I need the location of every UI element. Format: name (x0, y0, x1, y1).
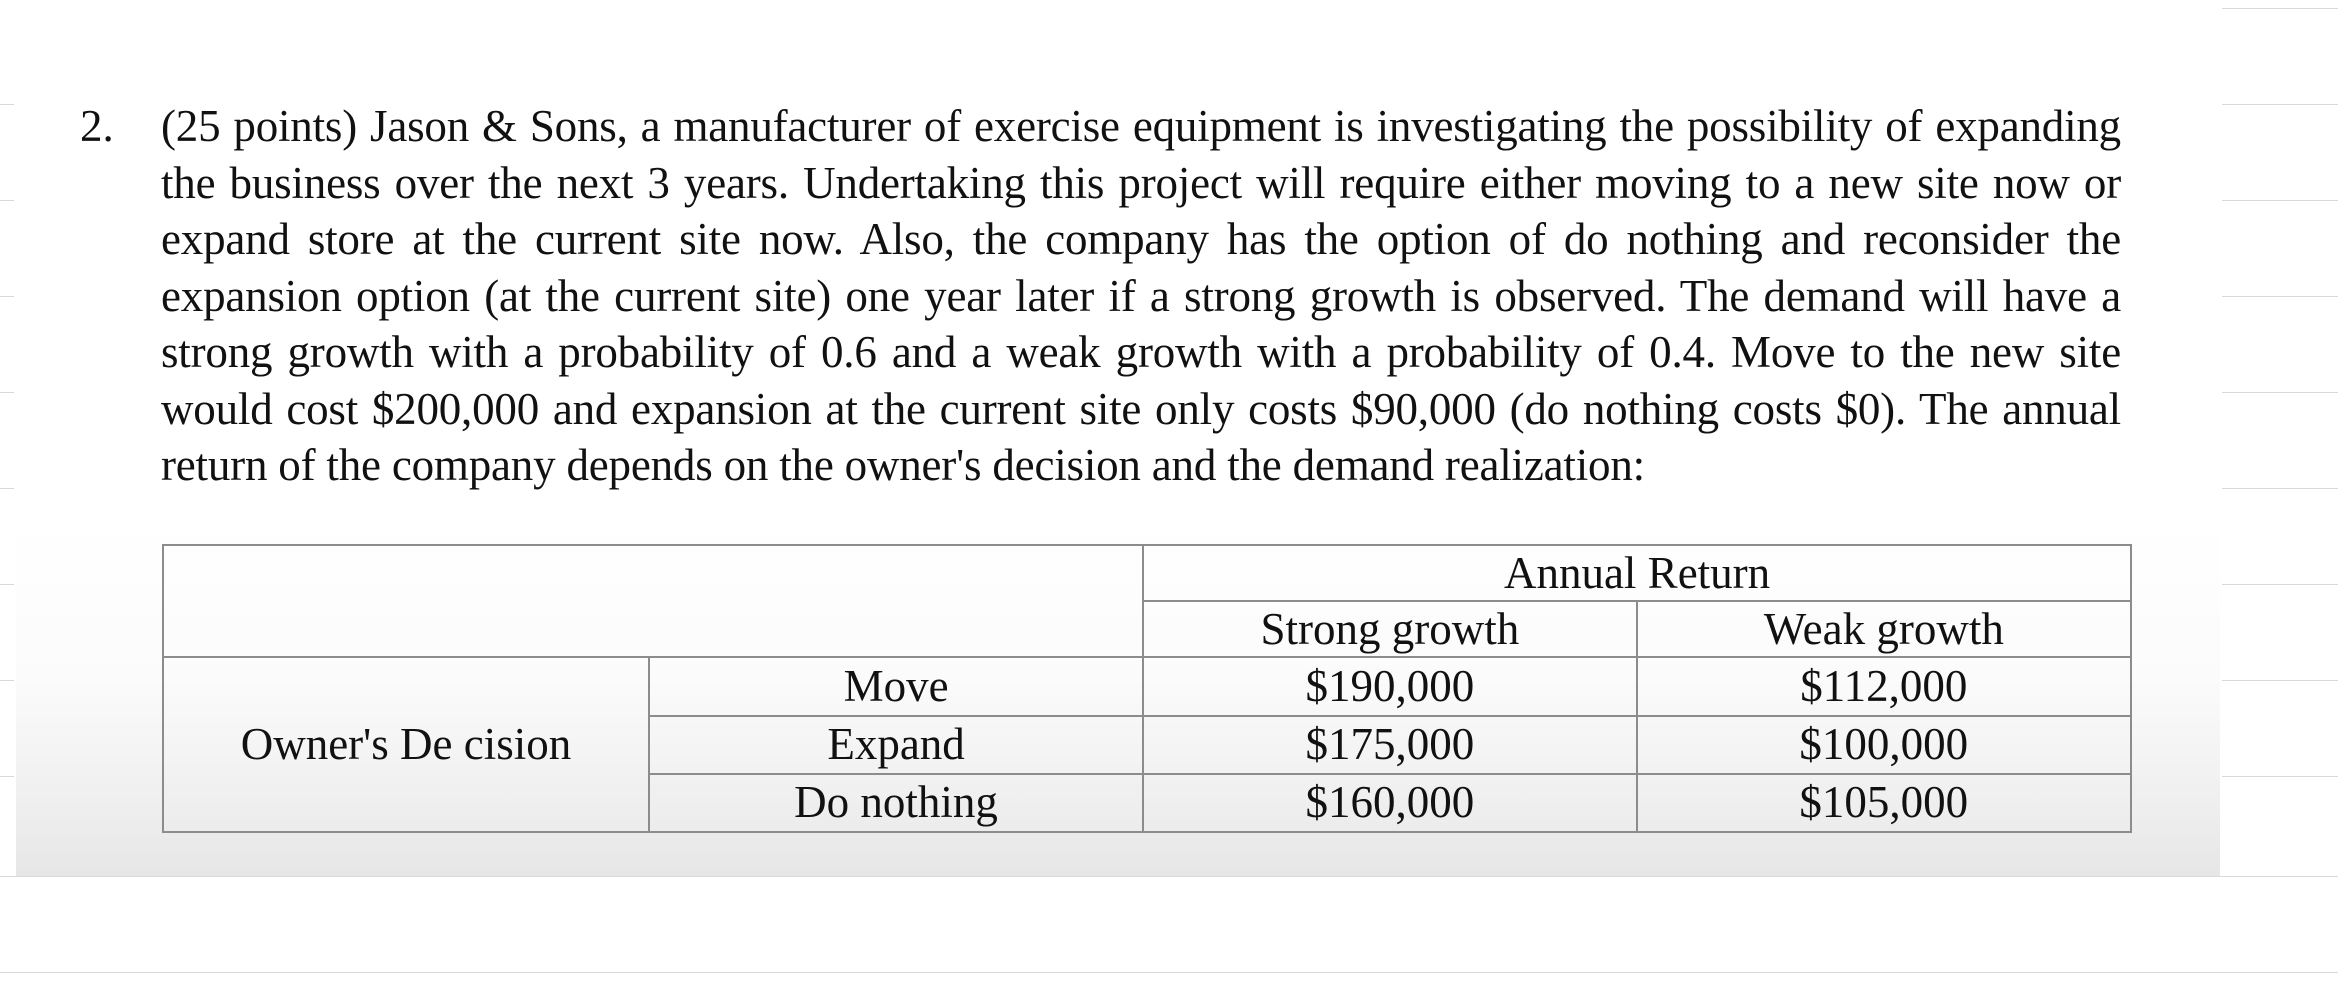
decision-expand: Expand (649, 716, 1143, 774)
rule-line (2222, 296, 2338, 297)
rule-line (2222, 392, 2338, 393)
weak-growth-value: $100,000 (1637, 716, 2131, 774)
weak-growth-value: $105,000 (1637, 774, 2131, 832)
decision-do-nothing: Do nothing (649, 774, 1143, 832)
weak-growth-header: Weak growth (1637, 601, 2131, 657)
annual-return-table (162, 544, 2132, 833)
rule-line (2222, 584, 2338, 585)
rule-line (0, 392, 14, 393)
problem-statement: (25 points) Jason & Sons, a manufacturer of exercise equipment is investigating the possibility of expanding the business over the next 3 years. Undertaking this project will require either moving to a new site now or expand store at the current site now. Also, the company has the option of do nothing and reconsider the expansion option (at the current site) one year later if a strong growth is observed. The demand will have a strong growth with a probability of 0.6 and a weak growth with a probability of 0.4. Move to the new site would cost $200,000 and expansion at the current site only costs $90,000 (do nothing costs $0). The annual return of the company depends on the owner's decision and the demand realization: (161, 101, 2121, 490)
rule-line (2222, 104, 2338, 105)
rule-line (2222, 8, 2338, 9)
rule-line (0, 200, 14, 201)
rule-line (0, 680, 14, 681)
table-corner-cell (163, 545, 1143, 657)
strong-growth-header: Strong growth (1143, 601, 1636, 657)
rule-line (2222, 200, 2338, 201)
annual-return-header: Annual Return (1143, 545, 2131, 601)
rule-line (0, 104, 14, 105)
rule-line (2222, 680, 2338, 681)
decision-move: Move (649, 657, 1143, 715)
rule-line (2222, 776, 2338, 777)
rule-line (0, 776, 14, 777)
strong-growth-value: $190,000 (1143, 657, 1636, 715)
rule-line (2222, 488, 2338, 489)
table-row (163, 657, 2131, 715)
rule-line (0, 876, 2338, 877)
rule-line (0, 972, 2338, 973)
strong-growth-value: $175,000 (1143, 716, 1636, 774)
rule-line (0, 488, 14, 489)
strong-growth-value: $160,000 (1143, 774, 1636, 832)
table-header-row (163, 545, 2131, 601)
owners-decision-label: Owner's De cision (163, 657, 649, 832)
weak-growth-value: $112,000 (1637, 657, 2131, 715)
problem-number: 2. (80, 101, 114, 151)
rule-line (0, 296, 14, 297)
rule-line (0, 584, 14, 585)
